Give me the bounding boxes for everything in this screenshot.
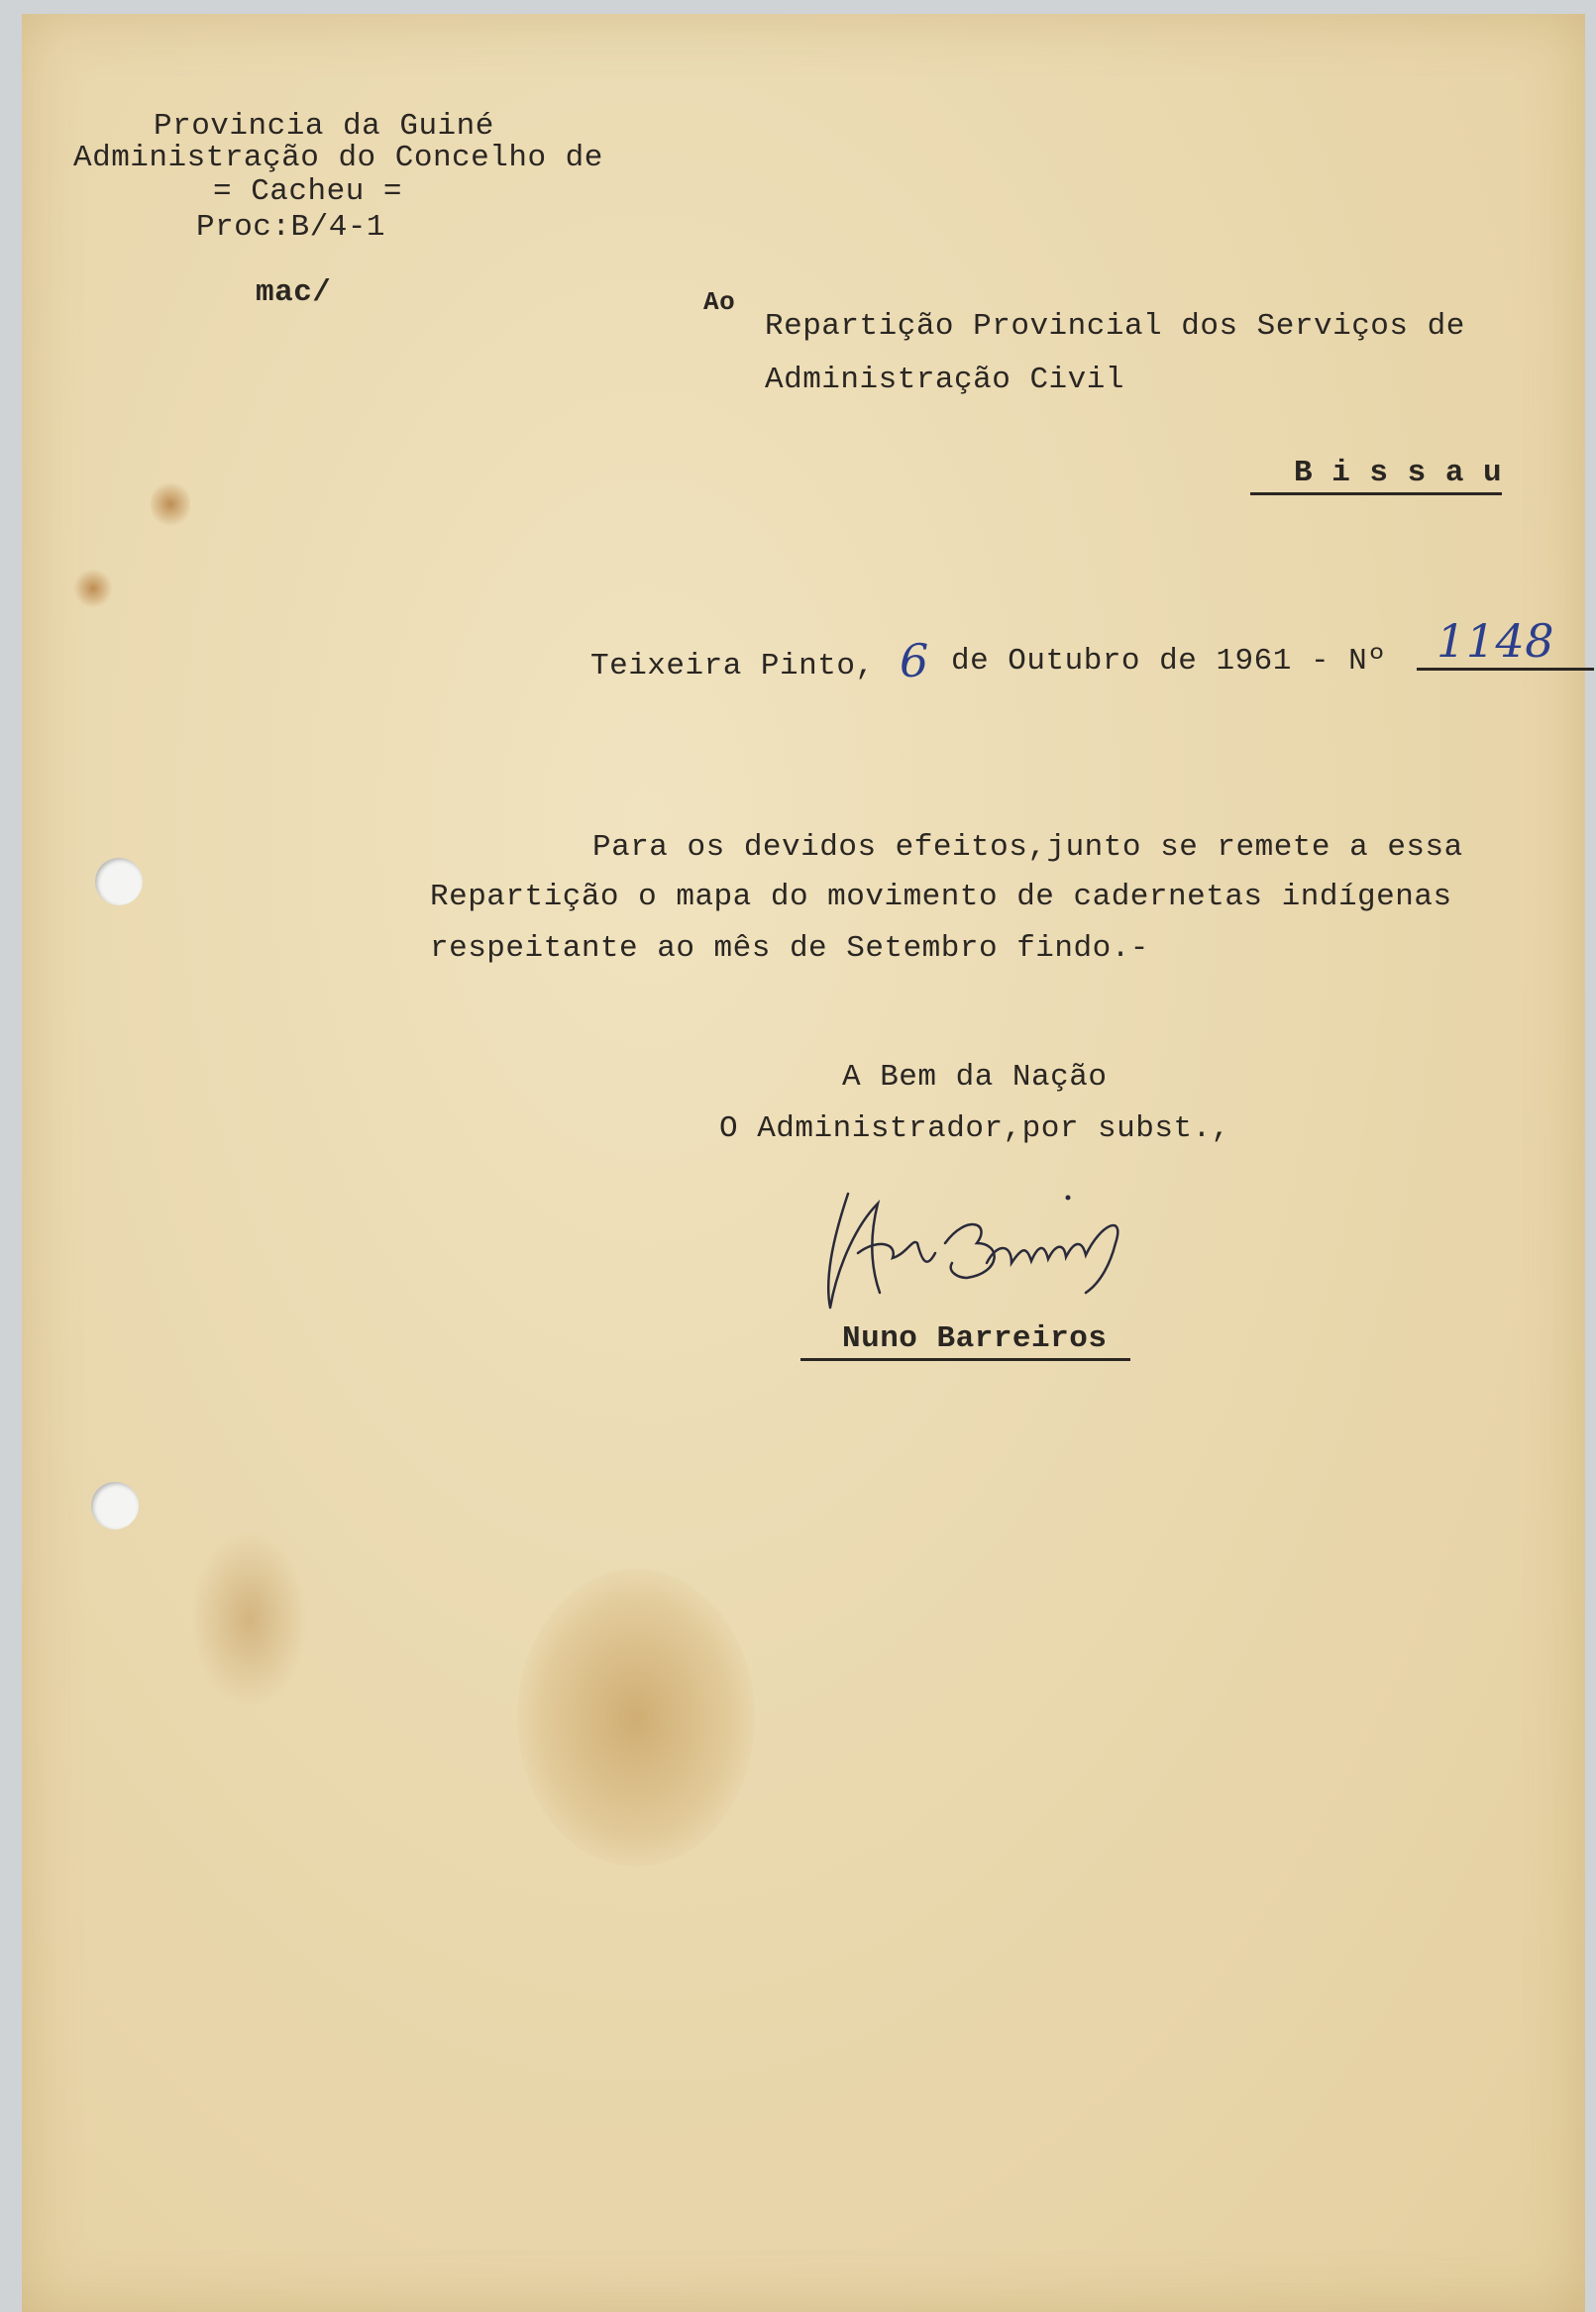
closing-salutation: A Bem da Nação bbox=[842, 1060, 1108, 1095]
rust-stain bbox=[190, 1529, 309, 1708]
handwritten-signature bbox=[818, 1184, 1145, 1313]
document-sheet bbox=[22, 14, 1585, 2312]
signatory-name: Nuno Barreiros bbox=[800, 1321, 1130, 1361]
recipient-prefix: Ao bbox=[703, 287, 736, 317]
punch-hole bbox=[95, 858, 143, 905]
date-place: Teixeira Pinto, bbox=[590, 649, 875, 683]
rust-stain bbox=[73, 569, 113, 608]
header-municipality: = Cacheu = bbox=[213, 174, 403, 209]
header-province: Provincia da Guiné bbox=[154, 109, 494, 144]
body-line2: Repartição o mapa do movimento de cadernetas indígenas bbox=[430, 880, 1452, 914]
date-rest: de Outubro de 1961 - Nº bbox=[951, 644, 1387, 679]
header-reference: mac/ bbox=[256, 275, 332, 310]
punch-hole bbox=[91, 1482, 139, 1529]
header-process-number: Proc:B/4-1 bbox=[196, 210, 386, 245]
rust-stain bbox=[151, 479, 190, 529]
recipient-line1: Repartição Provincial dos Serviços de bbox=[765, 309, 1465, 344]
document-number-handwritten: 1148 bbox=[1417, 614, 1594, 671]
rust-stain bbox=[517, 1569, 755, 1866]
body-line1: Para os devidos efeitos,junto se remete a essa bbox=[592, 830, 1463, 865]
body-line3: respeitante ao mês de Setembro findo.- bbox=[430, 931, 1149, 966]
recipient-line2: Administração Civil bbox=[765, 363, 1124, 397]
header-administration: Administração do Concelho de bbox=[73, 141, 603, 175]
date-day-handwritten: 6 bbox=[900, 634, 929, 687]
recipient-city: B i s s a u bbox=[1250, 456, 1502, 495]
closing-role: O Administrador,por subst., bbox=[719, 1111, 1230, 1146]
